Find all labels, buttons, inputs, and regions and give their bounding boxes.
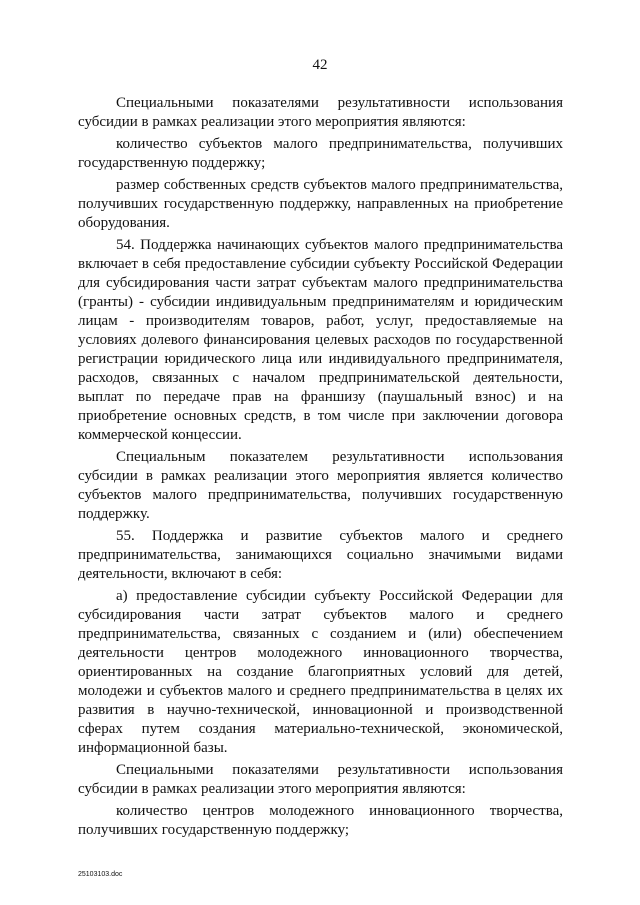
- paragraph-item-55: 55. Поддержка и развитие субъектов малого и среднего предпринимательства, занимающихся социально значимыми видами деятельности, включают в себя:: [78, 528, 563, 582]
- paragraph-indicator-own-funds: размер собственных средств субъектов малого предпринимательства, получивших государственную поддержку, направленных на приобретение оборудования.: [78, 177, 563, 231]
- paragraph-indicator-54: Специальным показателем результативности использования субсидии в рамках реализации этого мероприятия является количество субъектов малого предпринимательства, получивших государственную поддержку.: [78, 449, 563, 522]
- footer-filename: 25103103.doc: [78, 871, 123, 878]
- paragraph-item-55a: а) предоставление субсидии субъекту Российской Федерации для субсидирования части затрат субъектов малого и среднего предпринимательства, связанных с созданием и (или) обеспечением деятельности центров молодежного инновационного творчества, ориентированных на создание благоприятных условий для детей, молодежи и субъектов малого и среднего предпринимательства в целях их развития в научно-технической, инновационной и производственной сферах путем создания материально-технической, экономической, информационной базы.: [78, 588, 563, 756]
- paragraph-item-54: 54. Поддержка начинающих субъектов малого предпринимательства включает в себя предоставление субсидии субъекту Российской Федерации для субсидирования части затрат субъектам малого предпринимательства (гранты) - субсидии индивидуальным предпринимателям и юридическим лицам - производителям товаров, работ, услуг, предоставляемые на условиях долевого финансирования целевых расходов по государственной регистрации юридического лица или индивидуального предпринимателя, расходов, связанных с началом предпринимательской деятельности, выплат по передаче прав на франшизу (паушальный взнос) и на приобретение основных средств, в том числе при заключении договора коммерческой концессии.: [78, 237, 563, 443]
- paragraph-indicators-intro-2: Специальными показателями результативности использования субсидии в рамках реализации этого мероприятия являются:: [78, 762, 563, 797]
- paragraph-indicator-centers: количество центров молодежного инновационного творчества, получивших государственную поддержку;: [78, 803, 563, 838]
- document-body: [78, 94, 563, 840]
- paragraph-indicators-intro: Специальными показателями результативности использования субсидии в рамках реализации этого мероприятия являются:: [78, 95, 563, 130]
- paragraph-indicator-count: количество субъектов малого предпринимательства, получивших государственную поддержку;: [78, 136, 563, 171]
- page-number: 42: [312, 57, 328, 73]
